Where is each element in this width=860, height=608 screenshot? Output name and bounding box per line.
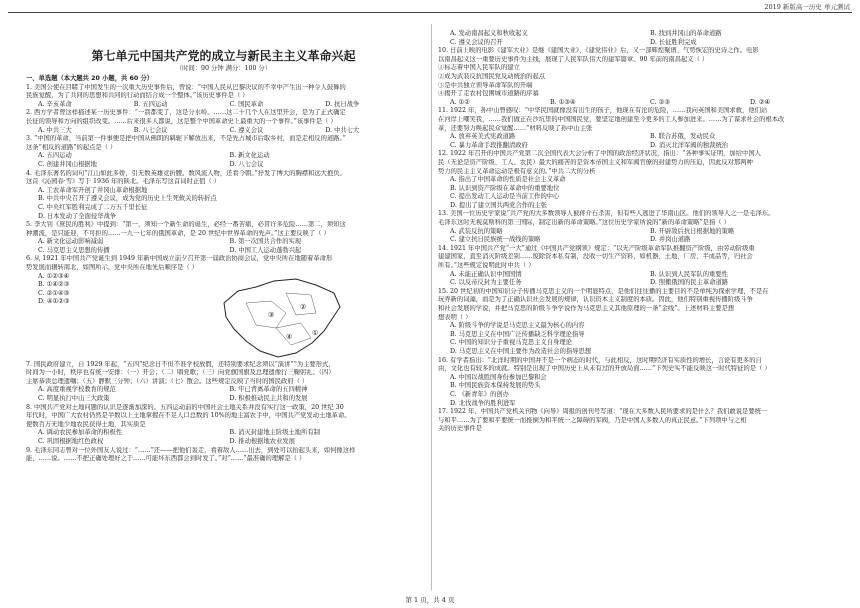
option: B. 八七会议 <box>133 126 168 134</box>
options <box>26 273 146 361</box>
option: C. 《新青年》的创办 <box>450 390 509 398</box>
question-text: 主席恭读总理遗嘱；（五）静默三分钟；（六）讲演；（七）散会。这些规定反映了当时的国民政府（ ） <box>26 377 309 385</box>
options <box>38 386 421 395</box>
option: A. ①②③④ <box>38 272 70 280</box>
question-text: 关的历史事件是 <box>438 425 483 433</box>
option: B. 新文化运动 <box>229 152 270 160</box>
question-text: 14. 1921 年中国共产党“一大”通过《中国共产党纲领》规定：“以无产阶级革命军队推翻资产阶级，由劳动阶级重 <box>438 244 755 252</box>
column-divider <box>431 24 432 590</box>
map-label: ① <box>312 328 319 337</box>
option: D. 马克思主义在中国主要作为改造社会的指导思想 <box>450 347 592 355</box>
options <box>38 127 421 136</box>
question <box>26 404 421 447</box>
right-column <box>438 30 850 434</box>
question-text: 2. 西方学者曾这样描述某一历史事件：“一箭都变了，这是分水岭。……这二十几个人在这里开会，是为了正式确定 <box>26 109 346 117</box>
options <box>38 395 421 404</box>
option: D. 八七会议 <box>229 160 264 168</box>
option: C. 明显执行中山三大政策 <box>38 395 110 403</box>
option: D. 日本发动了全面侵华战争 <box>38 212 117 220</box>
question <box>26 84 421 110</box>
option: A. 工农革命军开创了井冈山革命根据地 <box>38 186 148 194</box>
question <box>26 221 421 255</box>
map-label: ② <box>300 302 307 311</box>
option: B. 开辟敌后抗日根据地的策略 <box>650 227 735 235</box>
option: C. 建立抗日民族统一战线的策略 <box>450 236 541 244</box>
option: C. 国民革命 <box>229 100 264 108</box>
option: C. 中国的知识分子重视马克思主义自身理论 <box>450 339 572 347</box>
question-text: 11. 1922 年，孙中山曾感叹：“中华民国就像没有出生的孩子，他现在有沦的危险，……我向英国和美国求救，他们站 <box>438 107 768 115</box>
options <box>450 279 850 288</box>
question-text: 毛泽东这时无视莫斯科的第三国际，制定出新的革命策略。”这位历史学家所说的“新的革命策略”是指（ ） <box>438 219 730 227</box>
option: D. 中共七大 <box>325 126 360 134</box>
option: D. 提出了建立国共两党合作的主张 <box>450 201 547 209</box>
option: D. 积极推动民主共和的发展 <box>229 395 308 403</box>
question-text: 种潮流，是只能迎，不可拒的……一九一七年的俄国革命，是 20 世纪中世界革命的先声。”这主要反映了（ ） <box>26 229 330 237</box>
option: D. 北伐战争的胜利进军 <box>450 399 516 407</box>
option: D. 消灭北洋军阀的独裁统治 <box>650 141 729 149</box>
option: B. 五四运动 <box>133 100 168 108</box>
question <box>438 47 850 107</box>
question-text: 年代时，中国广大农村仍然是半数以上土地掌握在不足人口总数的 10%的地主富农手中，中国共产党发动土地革命。 <box>26 412 351 420</box>
question-text: 15. 20 世纪初的中国知识分子传播马克思主义的一个明显特点，是他们往往播的主要目的不是单纯为探索学理，不是在 <box>438 287 769 295</box>
options <box>450 99 850 108</box>
question-text: 和社会发展的学说，并把马克思的阶级斗争学说作为马克思主义其他原理的一条“金线”。上述材料主要是想 <box>438 305 735 312</box>
options <box>450 228 850 237</box>
option: D. 抗日战争 <box>325 100 360 108</box>
question-text: 17. 1922 年，中国共产党机关刊物《向导》周报的创刊号写道：“现在大多数人民所要求的是什么？我们敢说是要统一 <box>438 408 768 416</box>
option: D. ④①②③ <box>38 298 70 306</box>
header-rule <box>8 12 852 13</box>
options <box>450 236 850 245</box>
question-text: 8. 中国共产党对土地问题的认识是逐渐加深的。五四运动前的中国社会土地关系并没有实行这一政策，20 世纪 30 <box>26 403 344 411</box>
question-text: 想表明（ ） <box>438 313 472 321</box>
page-header: 2019 新版高一历史 单元测试 <box>764 3 850 11</box>
option: A. 辛亥革命 <box>38 100 72 108</box>
question-text: 4. 毛泽东著名的词句“江山如此多娇，引无数英雄竞折腰。数风流人物，还看今朝。”抒发了博大的胸襟和远大抱负。 <box>26 169 346 177</box>
options <box>38 161 421 170</box>
option: B. 马克思主义在中国广泛传播缺乏科学理论指导 <box>450 330 585 338</box>
option: D. 中国工人运动蓬勃兴起 <box>229 246 302 254</box>
question-text: 由，文化也有较多的成就。特别是出现了中国历史上从未有过的开放局面……”下列史实不能反映这一时代特征的是（ ） <box>438 365 771 373</box>
question-text: 与和平……为了要和平要统一而推倒为和平统一之障碍的军阀，乃是中国人多数人的真正民意。”下列项中与之相 <box>438 416 747 424</box>
question-text: 1. 美国公使在目睹了中国发生的一次重大历史事件后，曾说：“中国人民从巴黎决议的不幸中产生出一种令人鼓舞的 <box>26 83 346 91</box>
options <box>38 247 421 256</box>
question-text: 民（无论是资产阶级、工人、农民）最大的痛苦的是资本帝国主义和军阀官僚的封建势力的压迫，因此反对那两种 <box>438 158 753 166</box>
question-text: 9. 毛泽东同志曾对一位外国友人说过：“……”还——把他们轰走，看着敌人……出去，到处可以抬起头来，如何像这样 <box>26 446 356 454</box>
question-text: 时间为一小时，秩序也有统一安排：（一）开会；（二）唱党歌；（三）向党旗国旗及总理遗像行三鞠躬礼；（四） <box>26 369 335 377</box>
question <box>438 408 850 434</box>
options <box>38 238 421 247</box>
question-text: ④揭开了走农村包围城市道路的序幕 <box>438 90 539 98</box>
options <box>450 142 850 151</box>
option: B. 牢已背离革命的五四精神 <box>229 386 308 394</box>
question-with-map <box>26 273 421 361</box>
exam-title: 第七单元中国共产党的成立与新民主主义革命兴起 <box>91 49 356 63</box>
question-text: 这条“相反的道路”的起点是（ ） <box>26 143 117 151</box>
question-text: 10. 日前上映的电影《建军大业》是继《建国大业》、《建党伟业》后，又一部辉煌聚谱、气势恢宏的史诗之作。电影 <box>438 47 759 55</box>
question <box>26 170 421 222</box>
question-text: 玩弄新的词藻，而是为了正确认识社会发展的规律，认识资本主义制度的本质。因此，他们特别重视传播阶级斗争 <box>438 296 753 304</box>
option: A. 高度重视学校教育的规范 <box>38 386 116 394</box>
question <box>438 107 850 150</box>
option: B. 第一次国共合作的实现 <box>229 238 302 246</box>
option: A. 武装反抗的策略 <box>450 227 503 235</box>
map-outline <box>224 279 340 357</box>
option: A. ①② <box>450 98 470 106</box>
map-label: ③ <box>268 310 275 319</box>
option: D. ②④ <box>750 98 771 106</box>
option: C. 以反帝反封为主要任务 <box>450 279 522 287</box>
option: B. 认识到人民军队的重要性 <box>650 270 728 278</box>
option: D. 并岗山道路 <box>650 236 691 244</box>
question <box>26 109 421 135</box>
question <box>438 245 850 288</box>
question-text: 势力的民主主义革命运动是极有意义的。”中共二大的分析 <box>438 167 596 175</box>
question <box>26 447 421 464</box>
question-text: ②成为武装反抗国民党反动统治的起点 <box>438 72 546 80</box>
option: A. 阶级斗争的学说是马克思主义最为核心的内容 <box>450 322 585 330</box>
question-text: 3. “中国的革命，当前第一件事便是把中国从佛朗的羁轭下解放出来，不是先占城市后取乡村，而是走相反的道路。” <box>26 135 346 143</box>
option: B. ①④②③ <box>38 281 70 289</box>
option: C. 遵义会议 <box>229 126 264 134</box>
question-text: 13. 美国一位历史学家说“共产党的大多数领导人被蒋介石杀害，但有些人逃进了华南山区。他们的领导人之一是毛泽东。 <box>438 210 775 218</box>
question-text: 12. 1922 年召开的中国共产党第二次全国代表大会分析了中国的政治经济状况，指出：“各种事实证明，加给中国人 <box>438 150 761 158</box>
right-questions <box>438 30 850 434</box>
question <box>26 361 421 404</box>
option: C. 创建井冈山根据地 <box>38 160 97 168</box>
option: A. 中国以战胜国身份参加巴黎和会 <box>450 373 547 381</box>
option: C. 提出发动工人运动是当前工作的中心 <box>450 193 560 201</box>
left-questions <box>26 84 421 464</box>
question-text: 所有。”这些规定说明此时中共（ ） <box>438 262 535 270</box>
question <box>26 255 421 360</box>
option: D. 长征胜利完成 <box>650 38 697 46</box>
option: A. 指出了中国革命的性质是社会主义革命 <box>450 176 566 184</box>
question-text: 民族觉醒，为了共同的思想和共同的行动而结合成一个整体。”该历史事件是（ ） <box>26 92 249 100</box>
question-text: 势发展而辗转南北，如图所示，党中央所在地先后顺序是（ ） <box>26 264 199 272</box>
question-text: 使数百万无地少地农民获得土地，其实质是 <box>26 420 146 428</box>
options <box>450 133 850 142</box>
options <box>450 271 850 280</box>
question <box>26 135 421 169</box>
option: B. 消灭封建地主阶级土地所有制 <box>229 429 320 437</box>
question-text: 建建国家，直至消灭阶级差别……废除资本私有制，没收一切生产资料，如机器、土地、厂房、半成品等，归社会 <box>438 253 753 261</box>
question <box>438 210 850 244</box>
option: A. 新文化运动影响减弱 <box>38 238 104 246</box>
option: A. 调动农民参加革命的积极性 <box>38 429 123 437</box>
option: A. 五四运动 <box>38 152 72 160</box>
option: A. 放弃英美式宪政道路 <box>450 133 516 141</box>
option: A. 发动南昌起义和秋收起义 <box>450 30 528 37</box>
question-text: 16. 有学者指出：“北洋时期的中国并不是一个病态的时代，与此相反，这时期经济有实质性的增长，言论有更多的自 <box>438 356 762 364</box>
option: C. 遵义会议的召开 <box>450 38 503 46</box>
left-column <box>26 18 421 464</box>
question-text: 5. 李大钊《庶民的胜利》中提到：“第一，须知一个新生命的诞生，必经一番苦痛，必冒许多危险……第二，须知这 <box>26 221 346 229</box>
question-text: 7. 国民政府建立，自 1929 年起，“五四”纪念日不但不准学校放假，还特别要求纪念须以“演讲”“为主要形式， <box>26 360 335 368</box>
options <box>38 101 421 110</box>
option: A. 未能正确认识中国国情 <box>450 270 522 278</box>
question <box>438 357 850 409</box>
question <box>438 288 850 357</box>
option: B. 中共中央召开了遵义会议，成为党的历史上生死攸关的转折点 <box>38 195 217 203</box>
question-text: 这首《沁园春·雪》写于 1936 年的陕北。毛泽东写这首词时正值（ ） <box>26 178 221 186</box>
options <box>38 429 421 438</box>
question-text: 能，……说。……不把正确处理好之于……可能坏东西都会到时发了。”对“……”最准确的理解是（ ） <box>26 455 306 463</box>
options <box>38 438 421 447</box>
exam-subtitle: （时间：90 分钟 满分：100 分） <box>175 65 272 72</box>
map-region <box>246 301 286 328</box>
option: C. 马克思主义思想的传播 <box>38 246 110 254</box>
map-region <box>276 323 311 345</box>
option: B. 认识到资产阶级在革命中的重要地位 <box>450 184 560 192</box>
option: D. 照搬俄国的民主革命道路 <box>650 279 729 287</box>
question-text: 在河岸上嘲笑我，……我们做正在沙坑里的中国国民党，要坚定地创建至今更多的工人参加进来。……为了谋求社会的根本改 <box>438 115 785 123</box>
option: C. 中央红军胜利完成了二万五千里长征 <box>38 203 148 211</box>
question-text: ③是中共独立领导革命军队的开端 <box>438 81 533 89</box>
page-footer: 第 1 页，共 4 页 <box>405 596 455 604</box>
option: B. 找到井冈山的革命道路 <box>650 30 722 37</box>
option: A. 中共三大 <box>38 126 72 134</box>
options <box>450 39 850 48</box>
question-text: ①标志着中国人民军队的建立 <box>438 64 520 72</box>
option: D. 推动根据地农业发展 <box>229 438 295 445</box>
question-text: 以南昌起义这一重要历史事件为主线，展现了人民军队伟大的建军篇章。90 年前的南昌起义（ ） <box>438 55 709 63</box>
question-text: 长征的领导和方向的组织改变。……后来很多人都说，这是整个中国革命史上最重大的一个事件。”该事件是（ ） <box>26 117 337 125</box>
question <box>438 150 850 210</box>
question <box>438 30 850 47</box>
options <box>38 152 421 161</box>
option: B. 联合苏俄，发动民众 <box>650 133 716 141</box>
option: B. ①③④ <box>550 98 576 106</box>
question-text: 革，还要努力唤起民众觉醒……”材料反映了孙中山主张 <box>438 124 593 132</box>
option: C. 暴力革命手段推翻清政府 <box>450 141 528 149</box>
options <box>450 30 850 39</box>
china-map-figure <box>216 273 346 361</box>
option: C. 巩固根据地红色政权 <box>38 438 104 445</box>
option: C. ②③ <box>650 98 670 106</box>
section-heading: 一、单选题（本大题共 20 小题，共 60 分） <box>26 75 154 82</box>
map-label: ④ <box>286 332 293 341</box>
option: B. 中国民族资本保持发展的势头 <box>450 382 541 390</box>
question-text: 6. 从 1921 年中国共产党诞生到 1949 年新中国成立前夕召开第一届政治协商会议，党中央所在地随着革命形 <box>26 255 333 263</box>
option: C. ②①④③ <box>38 289 70 297</box>
